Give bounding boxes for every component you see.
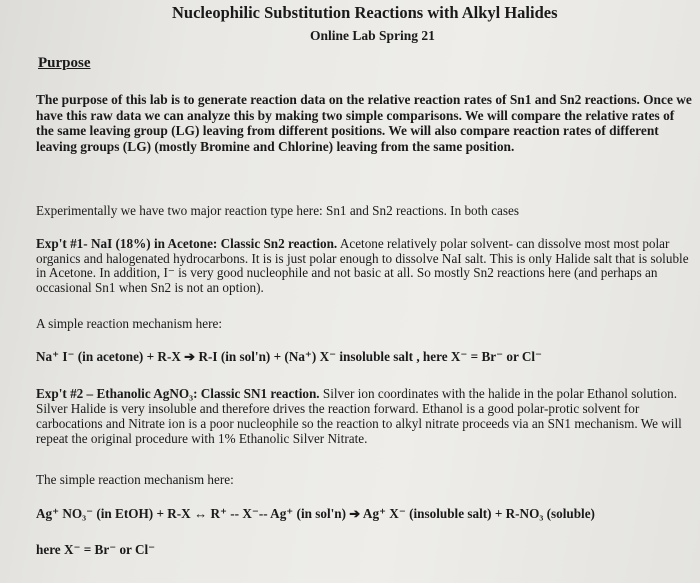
experiment-1-body: Acetone relatively polar solvent- can dissolve most most polar organics and halogenated hydrocarbons. It is is just polar enough to dissolve NaI salt. This is only Halide salt that is soluble in Acetone. In addition, I⁻ is very good nucleophile and not basic at all. So mostly Sn2 reactions here (and perhaps an occasional Sn1 when Sn2 is not an option). <box>36 236 689 295</box>
experiment-1-lead: Exp't #1- NaI (18%) in Acetone: Classic Sn2 reaction. <box>36 236 338 251</box>
intro-paragraph: Experimentally we have two major reaction type here: Sn1 and Sn2 reactions. In both cases <box>36 203 520 218</box>
mechanism-2-label: The simple reaction mechanism here: <box>36 472 234 487</box>
purpose-heading: Purpose <box>38 55 91 71</box>
experiment-1-paragraph <box>36 237 692 295</box>
mechanism-2-note: here X⁻ = Br⁻ or Cl⁻ <box>36 542 156 557</box>
document-subtitle: Online Lab Spring 21 <box>310 28 435 43</box>
mechanism-2-equation: Ag⁺ NO₃⁻ (in EtOH) + R-X ↔ R⁺ -- X⁻-- Ag⁺ (in sol'n) ➔ Ag⁺ X⁻ (insoluble salt) + R-NO₃ (soluble) <box>36 506 595 521</box>
purpose-paragraph: The purpose of this lab is to generate reaction data on the relative reaction rates of Sn1 and Sn2 reactions. Once we have this raw data we can analyze this by making two simple comparisons. We will compare the relative rates of the same leaving group (LG) leaving from different positions. We will also compare reaction rates of different leaving groups (LG) (mostly Bromine and Chlorine) leaving from the same position. <box>36 92 692 154</box>
mechanism-1-label: A simple reaction mechanism here: <box>36 316 223 331</box>
experiment-2-body: Silver ion coordinates with the halide in the polar Ethanol solution. Silver Halide is very insoluble and therefore drives the reaction forward. Ethanol is a good polar-protic solvent for carbocations and Nitrate ion is a poor nucleophile so the reaction to alkyl nitrate proceeds via an SN1 mechanism. We will repeat the original procedure with 1% Ethanolic Silver Nitrate. <box>36 386 682 446</box>
experiment-2-lead: Exp't #2 – Ethanolic AgNO₃: Classic SN1 reaction. <box>36 386 320 401</box>
document-title: Nucleophilic Substitution Reactions with Alkyl Halides <box>172 3 558 22</box>
mechanism-1-equation: Na⁺ I⁻ (in acetone) + R-X ➔ R-I (in sol'n) + (Na⁺) X⁻ insoluble salt , here X⁻ = Br⁻ or Cl⁻ <box>36 349 543 364</box>
experiment-2-paragraph <box>36 386 692 446</box>
